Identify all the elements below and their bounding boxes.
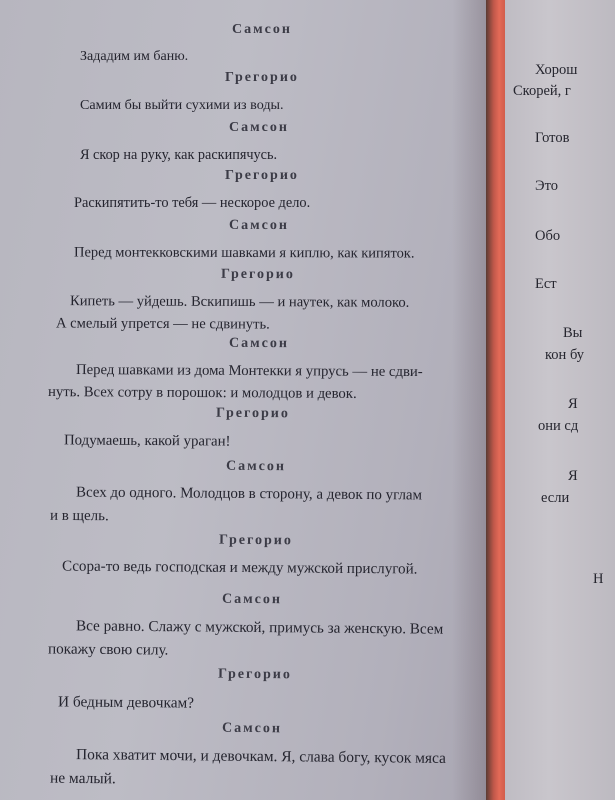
speaker-name: Грегорио xyxy=(225,70,299,85)
right-page-text-fragment: они сд xyxy=(538,418,579,434)
dialogue-line: Ссора-то ведь господская и между мужской прислугой. xyxy=(61,558,418,578)
speaker-name: Грегорио xyxy=(217,666,292,683)
dialogue-line: покажу свою силу. xyxy=(47,640,169,659)
dialogue-line: не малый. xyxy=(49,769,116,788)
dialogue-line: И бедным девочкам? xyxy=(57,693,195,712)
dialogue-line: и в щель. xyxy=(49,507,109,525)
speaker-name: Грегорио xyxy=(220,266,295,283)
right-page-text-fragment: кон бу xyxy=(545,347,585,363)
dialogue-line: Перед монтекковскими шавками я киплю, как кипяток. xyxy=(73,244,415,262)
dialogue-line: А смелый упрется — не сдвинуть. xyxy=(55,315,270,333)
right-page-text-fragment: Хорош xyxy=(535,62,578,78)
speaker-name: Самсон xyxy=(221,591,283,608)
right-page-text-fragment: Скорей, г xyxy=(513,83,571,99)
dialogue-line: Раскипятить-то тебя — нескорое дело. xyxy=(74,195,311,211)
right-page-text-fragment: Это xyxy=(535,178,558,194)
right-page-text-fragment: Я xyxy=(568,396,578,412)
speaker-name: Самсон xyxy=(228,335,289,352)
right-page-text-fragment: если xyxy=(541,490,570,506)
speaker-name: Самсон xyxy=(225,458,287,475)
dialogue-line: Самим бы выйти сухими из воды. xyxy=(80,97,284,113)
dialogue-line: Всех до одного. Молодцов в сторону, а девок по углам xyxy=(75,484,423,504)
speaker-name: Самсон xyxy=(221,720,283,737)
right-page-text-fragment: Ест xyxy=(535,276,557,292)
speaker-name: Самсон xyxy=(232,22,292,37)
speaker-name: Грегорио xyxy=(225,168,299,183)
right-page-text-fragment: Вы xyxy=(563,325,583,341)
dialogue-line: Подумаешь, какой ураган! xyxy=(63,432,231,450)
dialogue-line: Кипеть — уйдешь. Вскипишь — и наутек, как молоко. xyxy=(69,293,410,311)
dialogue-line: Зададим им баню. xyxy=(80,49,189,64)
right-page-text-fragment: Обо xyxy=(535,228,561,244)
speaker-name: Грегорио xyxy=(215,405,290,422)
dialogue-line: Я скор на руку, как раскипячусь. xyxy=(80,147,278,163)
dialogue-line: нуть. Всех сотру в порошок: и молодцов и девок. xyxy=(47,384,357,402)
right-page-text-fragment: Я xyxy=(568,468,578,484)
right-page-text-fragment: Н xyxy=(593,571,604,587)
speaker-name: Самсон xyxy=(229,120,289,135)
right-page xyxy=(505,0,615,800)
speaker-name: Самсон xyxy=(228,217,289,234)
dialogue-line: Все равно. Слажу с мужской, примусь за женскую. Всем xyxy=(75,617,444,638)
dialogue-line: Пока хватит мочи, и девочкам. Я, слава богу, кусок мяса xyxy=(75,746,447,767)
dialogue-line: Перед шавками из дома Монтекки я упрусь — не сдви- xyxy=(75,361,423,381)
right-page-text-fragment: Готов xyxy=(535,130,570,146)
speaker-name: Грегорио xyxy=(218,532,293,549)
